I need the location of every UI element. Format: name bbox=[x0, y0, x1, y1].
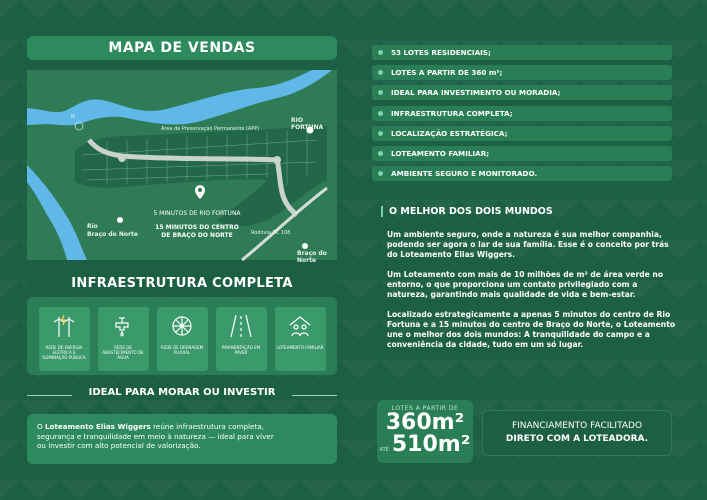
bullet-icon bbox=[378, 111, 383, 116]
feature-item: LOTES A PARTIR DE 360 m²; bbox=[372, 65, 672, 80]
bullet-icon bbox=[378, 131, 383, 136]
divider bbox=[292, 395, 337, 396]
power-line-icon bbox=[51, 313, 77, 339]
feature-item: LOCALIZAÇÃO ESTRATÉGICA; bbox=[372, 126, 672, 141]
ideal-title: IDEAL PARA MORAR OU INVESTIR bbox=[27, 387, 337, 398]
map-title-text: MAPA DE VENDAS bbox=[108, 40, 256, 56]
infra-card-energy: REDE DE ENERGIA ELÉTRICA E ILUMINAÇÃO PÚBLICA bbox=[39, 307, 90, 371]
drainage-icon bbox=[169, 313, 195, 339]
rio-fortuna-label: RIO FORTUNA bbox=[291, 117, 324, 131]
infra-card-family: LOTEAMENTO FAMILIAR bbox=[275, 307, 326, 371]
road-icon bbox=[228, 313, 254, 339]
distance-text: 5 MINUTOS DE RIO FORTUNA 15 MINUTOS DO CENTRO DE BRAÇO DO NORTE bbox=[153, 210, 241, 239]
infra-cards bbox=[27, 297, 337, 375]
infra-card-paving: PAVIMENTAÇÃO EM PAVER bbox=[216, 307, 267, 371]
braco-do-norte-right-label: Braço do Norte bbox=[297, 250, 327, 264]
feature-item: 53 LOTES RESIDENCIAIS; bbox=[372, 45, 672, 60]
financing-box: FINANCIAMENTO FACILITADO DIRETO COM A LOTEADORA. bbox=[482, 410, 672, 456]
rio-label: Rio bbox=[87, 223, 98, 230]
bullet-icon bbox=[378, 70, 383, 75]
sales-map[interactable] bbox=[27, 70, 337, 264]
map-title bbox=[27, 36, 337, 60]
bullet-icon bbox=[378, 151, 383, 156]
feature-item: INFRAESTRUTURA COMPLETA; bbox=[372, 106, 672, 121]
ideal-description: O Loteamento Elias Wiggers reúne infraestrutura completa, segurança e tranquilidade em meio à natureza — ideal para viver ou investir com alto potencial de valorização. bbox=[27, 414, 337, 464]
infra-card-drainage: REDE DE DRENAGEM PLUVIAL bbox=[157, 307, 208, 371]
braco-do-norte-label: Braço do Norte bbox=[87, 231, 138, 238]
family-icon bbox=[287, 313, 313, 339]
price-box: LOTES A PARTIR DE 360m² ATÉ 510m² bbox=[377, 400, 473, 463]
app-area-label: Área de Preservação Permanente (APP) bbox=[161, 126, 260, 132]
feature-item: LOTEAMENTO FAMILIAR; bbox=[372, 146, 672, 161]
water-tap-icon bbox=[110, 313, 136, 339]
infra-title: INFRAESTRUTURA COMPLETA bbox=[27, 276, 337, 296]
rodovia-label: Rodovia SC 108 bbox=[251, 230, 291, 236]
north-label: N bbox=[71, 114, 75, 120]
bullet-icon bbox=[378, 50, 383, 55]
feature-list bbox=[372, 45, 672, 186]
bullet-icon bbox=[378, 171, 383, 176]
best-of-both-title: O MELHOR DOS DOIS MUNDOS bbox=[381, 206, 553, 217]
feature-item: AMBIENTE SEGURO E MONITORADO. bbox=[372, 166, 672, 181]
best-of-both-text: Um ambiente seguro, onde a natureza é sua melhor companhia, podendo ser agora o lar de sua família. Esse é o conceito por trás do Loteamento Elias Wiggers. Um Loteamento com mais de 10 milhões de m² de área verde no entorno, o que proporciona um contato privilegiado com a natureza, garantindo mais qualidade de vida e bem-estar. Localizado estrategicamente a apenas 5 minutos do centro de Rio Fortuna e a 15 minutos do centro de Braço do Norte, o Loteamento une o melhor dos dois mundos: A tranquilidade do campo e a conveniência da cidade, tudo em um só lugar. bbox=[387, 230, 676, 349]
bullet-icon bbox=[378, 90, 383, 95]
feature-item: IDEAL PARA INVESTIMENTO OU MORADIA; bbox=[372, 85, 672, 100]
infra-card-water: REDE DE ABASTECIMENTO DE ÁGUA bbox=[98, 307, 149, 371]
divider bbox=[27, 395, 72, 396]
